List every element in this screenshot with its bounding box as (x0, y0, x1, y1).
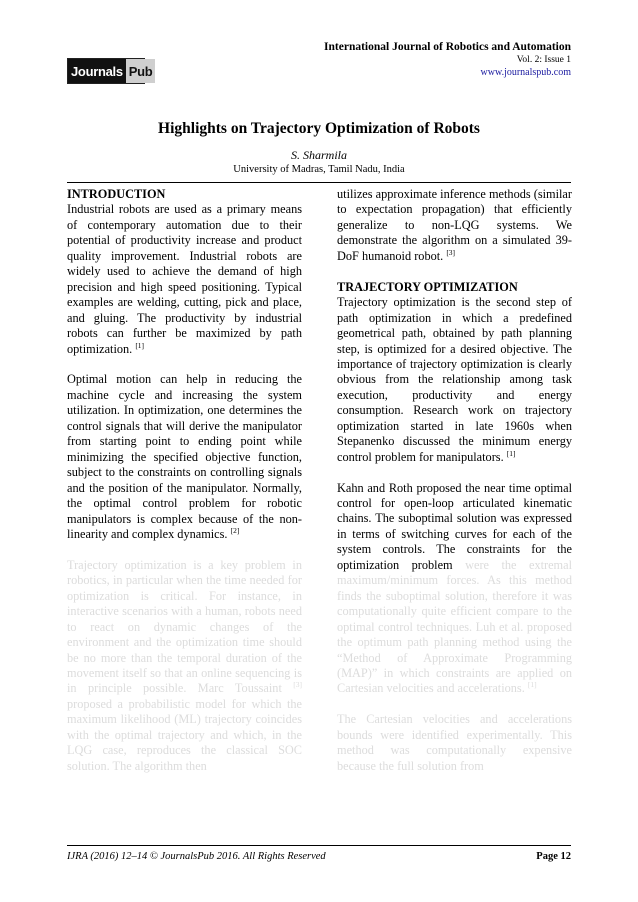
intro-paragraph-3-faded (67, 558, 302, 774)
left-column (67, 187, 302, 790)
trajectory-heading: TRAJECTORY OPTIMIZATION (337, 279, 518, 294)
article-affiliation: University of Madras, Tamil Nadu, India (233, 164, 405, 175)
citation-ref: [1] (527, 680, 537, 690)
intro-heading: INTRODUCTION (67, 187, 166, 201)
intro-paragraph-1 (67, 202, 302, 357)
trajectory-paragraph-2-text: Kahn and Roth proposed the near time optimal control for open-loop articulated kinematic chains. The suboptimal solution was expressed in terms of switching curves for each of the system controls. The constraints for the optimization problem (337, 480, 572, 572)
header-divider (67, 182, 571, 183)
trajectory-paragraph-1-text: Trajectory optimization is the second step of path optimization in which a predefined geometrical path, obtained by path planning step, is optimized for a desired objective. The importance of trajectory optimization is clearly obvious from the relationship among task execution, productivity and energy consumption. Research work on trajectory optimization started in late 1960s when Stepanenko discussed the minimum energy control problem for manipulators. (337, 295, 572, 464)
journalspub-logo (67, 58, 153, 84)
right-paragraph-1 (337, 187, 572, 264)
citation-ref: [3] (446, 247, 456, 257)
citation-ref: [1] (506, 448, 516, 458)
trajectory-paragraph-1 (337, 295, 572, 465)
citation-ref: [2] (230, 525, 240, 535)
right-column (337, 187, 572, 790)
intro-paragraph-3-text-b: proposed a probabilistic model for which the maximum likelihood (ML) trajectory coincides with the optimal trajectory and which, in the LQG case, reproduces the classical SOC solution. The algorithm then (67, 696, 302, 773)
trajectory-paragraph-2-faded-text: were the extremal maximum/minimum forces. As this method finds the suboptimal solution, therefore it was computationally quite efficient compare to the optimal control techniques. Luh et al. proposed the optimum path planning method using the “Method of Approximate Programming (MAP)” in which constraints are applied on Cartesian velocities and accelerations. (337, 557, 572, 696)
journal-info (324, 40, 571, 79)
intro-paragraph-2 (67, 372, 302, 542)
citation-ref: [1] (135, 340, 145, 350)
article-title: Highlights on Trajectory Optimization of Robots (158, 120, 480, 137)
intro-paragraph-3-text-a: Trajectory optimization is a key problem in robotics, in particular when the time needed for optimization is critical. For instance, in interactive scenarios with a human, robots need to react on dynamic changes of the environment and the optimization time should be no more than the temporal duration of the movement itself so that an online sequencing is in principle possible. Marc Toussaint (67, 557, 302, 696)
article-author: S. Sharmila (290, 148, 347, 162)
right-paragraph-1-text: utilizes approximate inference methods (similar to expectation propagation) that efficiently generalize to non-LQG systems. We demonstrate the algorithm on a simulated 39-DoF humanoid robot. (337, 187, 572, 263)
citation-ref: [3] (293, 680, 302, 690)
trajectory-paragraph-3-faded: The Cartesian velocities and accelerations bounds were identified experimentally. This method was computationally expensive because the full solution from (337, 712, 572, 773)
intro-paragraph-1-text: Industrial robots are used as a primary means of contemporary automation due to their potential of productivity increase and product quality improvement. Industrial robots are widely used to achieve the demand of high precision and high speed positioning. Typical examples are welding, cutting, pick and place, and gluing. The productivity by industrial robots can further be maximized by path optimization. (67, 202, 302, 356)
footer-citation: IJRA (2016) 12–14 © JournalsPub 2016. All Rights Reserved (67, 851, 326, 862)
footer-page-number: Page 12 (536, 851, 571, 862)
journal-volume: Vol. 2: Issue 1 (516, 55, 571, 65)
trajectory-paragraph-2 (337, 481, 572, 697)
intro-paragraph-2-text: Optimal motion can help in reducing the machine cycle and increasing the system utilization. In optimization, one determines the control signals that will derive the manipulator from starting point to ending point while minimizing the specified objective function, subject to the constraints on controlling signals and the position of the manipulator. Normally, the optimal control problem for robotic manipulators is complex because of the non-linearity and complex dynamics. (67, 372, 302, 541)
journal-title: International Journal of Robotics and Automation (324, 41, 571, 53)
logo-part-journals: Journals (68, 59, 126, 83)
logo-part-pub: Pub (126, 59, 156, 83)
journal-url-link[interactable]: www.journalspub.com (480, 67, 571, 78)
footer-divider (67, 845, 571, 846)
